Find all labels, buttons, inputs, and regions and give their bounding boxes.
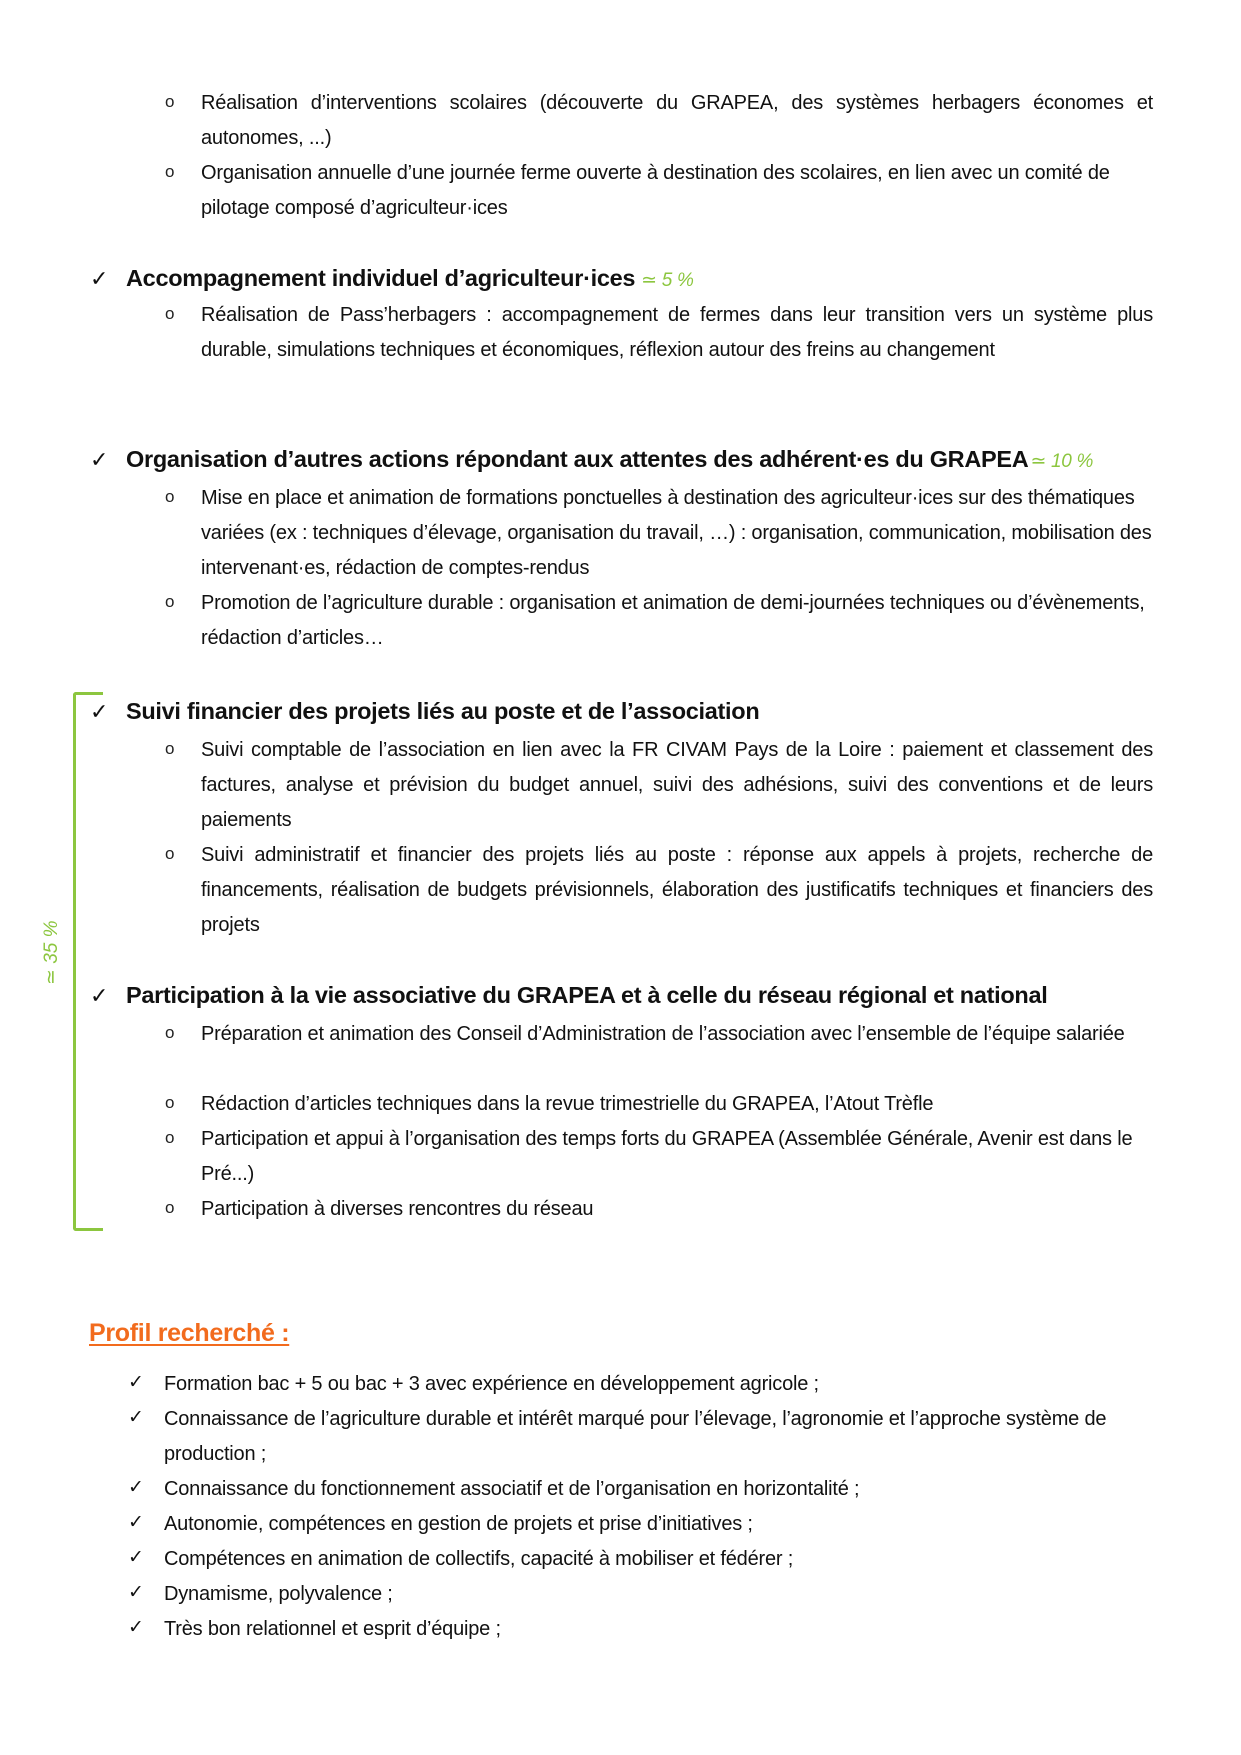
section-title: Organisation d’autres actions répondant aux attentes des adhérent·es du GRAPEA	[126, 446, 1029, 472]
checkmark-icon: ✓	[90, 266, 109, 291]
checkmark-icon: ✓	[128, 1617, 144, 1638]
section-title: Suivi financier des projets liés au poste et de l’association	[126, 698, 760, 724]
circle-bullet-icon: o	[165, 92, 175, 111]
profile-section-title: Profil recherché :	[89, 1319, 290, 1347]
circle-bullet-icon: o	[165, 1198, 175, 1217]
percent-badge: ≃ 10 %	[1030, 451, 1094, 472]
list-item-text: Réalisation d’interventions scolaires (découverte du GRAPEA, des systèmes herbagers économes et autonomes, ...)	[201, 92, 1153, 149]
checkmark-icon: ✓	[128, 1512, 144, 1533]
section-heading	[90, 265, 694, 292]
profile-item-text: Autonomie, compétences en gestion de projets et prise d’initiatives ;	[164, 1513, 753, 1535]
section-heading	[90, 446, 1093, 473]
circle-bullet-icon: o	[165, 487, 175, 506]
percent-badge: ≃ 5 %	[641, 270, 694, 291]
circle-bullet-icon: o	[165, 592, 175, 611]
checkmark-icon: ✓	[128, 1477, 144, 1498]
circle-bullet-icon: o	[165, 844, 175, 863]
circle-bullet-icon: o	[165, 1023, 175, 1042]
list-item-text: Préparation et animation des Conseil d’Administration de l’association avec l’ensemble de l’équipe salariée	[201, 1023, 1125, 1045]
circle-bullet-icon: o	[165, 739, 175, 758]
list-item-text: Réalisation de Pass’herbagers : accompagnement de fermes dans leur transition vers un système plus durable, simulations techniques et économiques, réflexion autour des freins au changement	[201, 304, 1153, 361]
bracket-percent-text: ≃ 35 %	[41, 920, 62, 985]
list-item-text: Suivi administratif et financier des projets liés au poste : réponse aux appels à projets, recherche de financements, réalisation de budgets prévisionnels, élaboration des justificatifs techniques et financiers des projets	[201, 844, 1153, 936]
circle-bullet-icon: o	[165, 1093, 175, 1112]
profile-item-text: Dynamisme, polyvalence ;	[164, 1583, 393, 1605]
section-title: Participation à la vie associative du GRAPEA et à celle du réseau régional et national	[126, 982, 1048, 1008]
profile-item-text: Formation bac + 5 ou bac + 3 avec expérience en développement agricole ;	[164, 1373, 819, 1395]
section-title: Accompagnement individuel d’agriculteur·ices	[126, 265, 636, 291]
circle-bullet-icon: o	[165, 1128, 175, 1147]
list-item-text: Participation et appui à l’organisation des temps forts du GRAPEA (Assemblée Générale, Avenir est dans le Pré...)	[201, 1128, 1133, 1185]
list-item-text: Mise en place et animation de formations ponctuelles à destination des agriculteur·ices sur des thématiques variées (ex : techniques d’élevage, organisation du travail, …) : organisation, communication, mobilisation des intervenant·es, rédaction de comptes-rendus	[201, 487, 1152, 579]
checkmark-icon: ✓	[90, 983, 109, 1008]
checkmark-icon: ✓	[90, 447, 109, 472]
checkmark-icon: ✓	[128, 1407, 144, 1428]
profile-item-text: Très bon relationnel et esprit d’équipe ;	[164, 1618, 501, 1640]
profile-item-text: Connaissance du fonctionnement associatif et de l’organisation en horizontalité ;	[164, 1478, 860, 1500]
list-item-text: Participation à diverses rencontres du réseau	[201, 1198, 594, 1220]
circle-bullet-icon: o	[165, 304, 175, 323]
section-heading	[90, 698, 759, 725]
checkmark-icon: ✓	[128, 1582, 144, 1603]
list-item-text: Rédaction d’articles techniques dans la revue trimestrielle du GRAPEA, l’Atout Trèfle	[201, 1093, 934, 1115]
profile-item-text: Connaissance de l’agriculture durable et intérêt marqué pour l’élevage, l’agronomie et l’approche système de production ;	[164, 1408, 1107, 1465]
list-item-text: Suivi comptable de l’association en lien avec la FR CIVAM Pays de la Loire : paiement et classement des factures, analyse et prévision du budget annuel, suivi des adhésions, suivi des conventions et de leurs paiements	[201, 739, 1153, 831]
grouping-bracket	[73, 692, 103, 1231]
section-heading	[90, 982, 1048, 1009]
checkmark-icon: ✓	[128, 1547, 144, 1568]
list-item-text: Promotion de l’agriculture durable : organisation et animation de demi-journées techniques ou d’évènements, rédaction d’articles…	[201, 592, 1145, 649]
circle-bullet-icon: o	[165, 162, 175, 181]
checkmark-icon: ✓	[90, 699, 109, 724]
profile-item-text: Compétences en animation de collectifs, capacité à mobiliser et fédérer ;	[164, 1548, 794, 1570]
list-item-text: Organisation annuelle d’une journée ferme ouverte à destination des scolaires, en lien avec un comité de pilotage composé d’agriculteur·ices	[201, 162, 1110, 219]
checkmark-icon: ✓	[128, 1372, 144, 1393]
